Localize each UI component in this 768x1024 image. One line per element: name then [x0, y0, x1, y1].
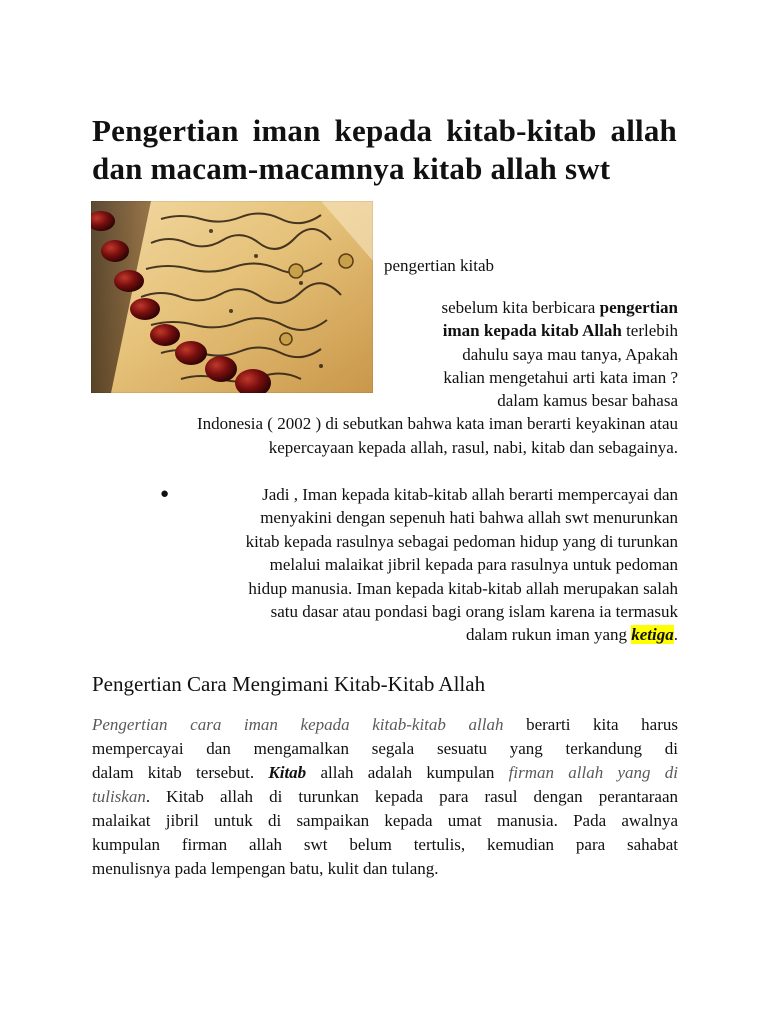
intro-line: Indonesia ( 2002 ) di sebutkan bahwa kata iman berarti keyakinan atau — [196, 414, 678, 434]
paragraph-line: tuliskan. Kitab allah di turunkan kepada para rasul dengan perantaraan — [92, 787, 678, 806]
bullet-line: dalam rukun iman yang ketiga. — [466, 625, 678, 645]
body-paragraph — [92, 713, 678, 881]
bullet-line: satu dasar atau pondasi bagi orang islam karena ia termasuk — [270, 602, 678, 622]
paragraph-line: dalam kitab tersebut. Kitab allah adalah kumpulan firman allah yang di — [92, 763, 678, 782]
intro-paragraph — [92, 296, 678, 459]
intro-line: iman kepada kitab Allah terlebih — [442, 321, 678, 341]
paragraph-line: menulisnya pada lempengan batu, kulit dan tulang. — [92, 859, 439, 878]
paragraph-line: malaikat jibril untuk di sampaikan kepada umat manusia. Pada awalnya — [92, 811, 678, 830]
paragraph-line: kumpulan firman allah swt belum tertulis, kemudian para sahabat — [92, 835, 678, 854]
article-title: Pengertian iman kepada kitab-kitab allah dan macam-macamnya kitab allah swt — [92, 113, 677, 186]
bullet-item — [160, 483, 678, 647]
paragraph-line: mempercayai dan mengamalkan segala sesuatu yang terkandung di — [92, 739, 678, 758]
intro-line: dalam kamus besar bahasa — [497, 391, 678, 411]
bullet-line: melalui malaikat jibril kepada para rasulnya untuk pedoman — [269, 555, 678, 575]
highlighted-word: ketiga — [631, 625, 674, 645]
bullet-line: menyakini dengan sepenuh hati bahwa allah swt menurunkan — [260, 508, 678, 528]
image-caption: pengertian kitab — [384, 256, 494, 275]
intro-line: kepercayaan kepada allah, rasul, nabi, kitab dan sebagainya. — [268, 437, 678, 457]
bullet-line: kitab kepada rasulnya sebagai pedoman hidup yang di turunkan — [245, 531, 678, 551]
paragraph-line: Pengertian cara iman kepada kitab-kitab allah berarti kita harus — [92, 715, 678, 734]
intro-line: kalian mengetahui arti kata iman ? — [443, 367, 678, 387]
intro-line: dahulu saya mau tanya, Apakah — [462, 344, 678, 364]
bullet-icon: ● — [160, 486, 170, 502]
section-heading: Pengertian Cara Mengimani Kitab-Kitab Allah — [92, 672, 486, 696]
intro-line: sebelum kita berbicara pengertian — [441, 298, 678, 317]
bullet-line: hidup manusia. Iman kepada kitab-kitab allah merupakan salah — [248, 578, 678, 598]
bullet-line: Jadi , Iman kepada kitab-kitab allah berarti mempercayai dan — [262, 485, 678, 504]
